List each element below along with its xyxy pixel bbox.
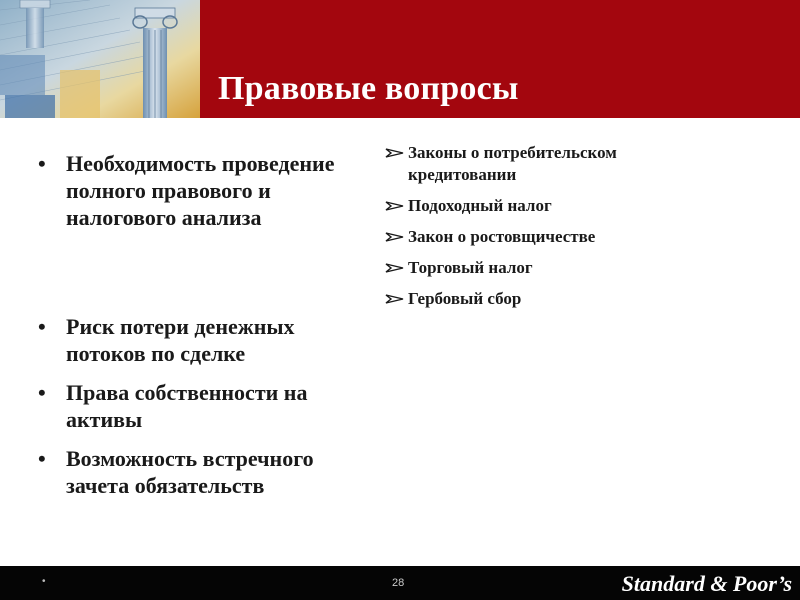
header-banknote-image xyxy=(0,0,200,118)
list-item-text: Риск потери денежных потоков по сделке xyxy=(66,314,295,366)
list-item xyxy=(384,288,714,310)
list-item-text: Закон о ростовщичестве xyxy=(408,227,596,246)
left-bullet-list xyxy=(38,150,378,499)
list-item-text: Права собственности на активы xyxy=(66,380,308,432)
page-number: 28 xyxy=(392,577,405,589)
list-item xyxy=(384,257,714,279)
list-item xyxy=(38,150,378,231)
bullet-dot-icon: • xyxy=(38,314,46,339)
arrow-bullet-icon xyxy=(384,288,406,310)
list-item-text: Торговый налог xyxy=(408,258,533,277)
footer-bar xyxy=(0,566,800,600)
list-item-text: Гербовый сбор xyxy=(408,289,522,308)
bullet-dot-icon: • xyxy=(38,380,46,405)
list-item xyxy=(38,379,378,433)
list-item-text: Подоходный налог xyxy=(408,196,552,215)
bullet-dot-icon: • xyxy=(38,446,46,471)
footer-dot: • xyxy=(42,576,46,587)
arrow-bullet-icon xyxy=(384,257,406,279)
list-item xyxy=(384,226,714,248)
brand-logo-text: Standard & Poor’s xyxy=(621,571,792,596)
list-item xyxy=(38,313,378,367)
arrow-bullet-icon xyxy=(384,226,406,248)
slide-title: Правовые вопросы xyxy=(218,70,519,107)
bullet-dot-icon: • xyxy=(38,151,46,176)
arrow-bullet-icon xyxy=(384,142,406,164)
list-item-text: Необходимость проведение полного правового и налогового анализа xyxy=(66,151,335,230)
right-bullet-list xyxy=(384,142,714,319)
list-item-text: Законы о потребительском кредитовании xyxy=(408,143,617,184)
list-item xyxy=(38,445,378,499)
list-item xyxy=(384,195,714,217)
arrow-bullet-icon xyxy=(384,195,406,217)
list-item xyxy=(384,142,714,186)
list-item-text: Возможность встречного зачета обязательств xyxy=(66,446,314,498)
